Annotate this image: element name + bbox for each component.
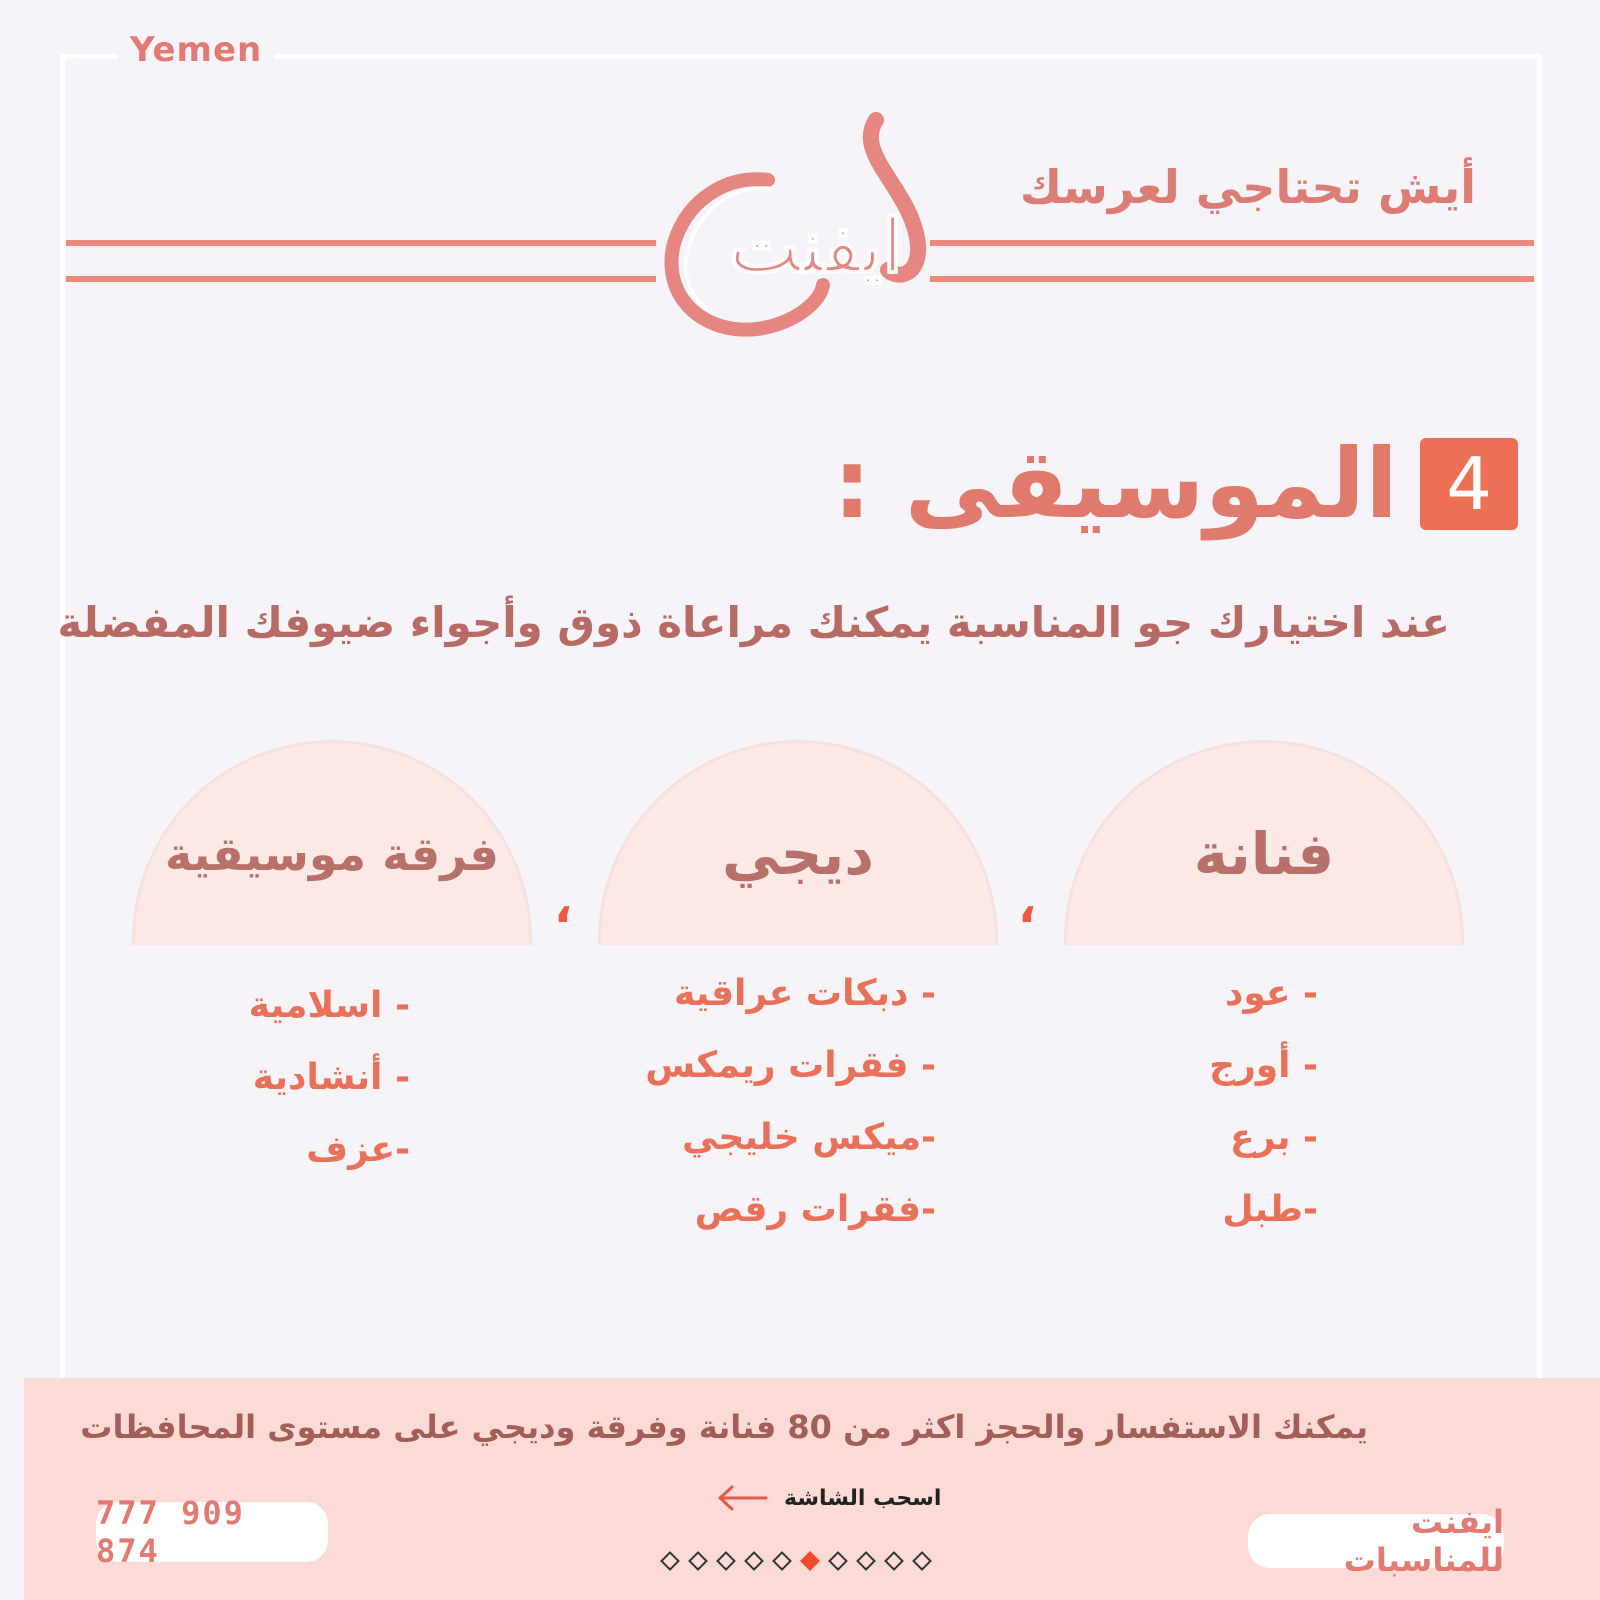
list-item: -فقرات رقص bbox=[694, 1189, 936, 1230]
swipe-label: اسحب الشاشة bbox=[784, 1485, 942, 1511]
band-items-list bbox=[249, 984, 410, 1200]
phone-number-badge[interactable]: 777 909 874 bbox=[96, 1502, 328, 1562]
brand-name-badge: ايفنت للمناسبات bbox=[1248, 1514, 1504, 1568]
swipe-hint[interactable] bbox=[716, 1484, 941, 1512]
category-label: فرقة موسيقية bbox=[165, 827, 499, 881]
pagination-dot[interactable] bbox=[688, 1551, 708, 1571]
pagination-dot[interactable] bbox=[660, 1551, 680, 1571]
pagination-dot[interactable] bbox=[716, 1551, 736, 1571]
list-item: - اسلامية bbox=[248, 985, 410, 1026]
section-title-text: الموسيقى : bbox=[832, 428, 1398, 540]
section-title bbox=[832, 428, 1518, 540]
category-label: فنانة bbox=[1193, 820, 1335, 888]
header-line-top-right bbox=[930, 240, 1534, 246]
pagination-dot[interactable] bbox=[912, 1551, 932, 1571]
list-item: -طبل bbox=[1222, 1189, 1318, 1230]
separator-comma: ، bbox=[1018, 878, 1037, 934]
list-item: -ميكس خليجي bbox=[682, 1117, 936, 1158]
pagination-dot[interactable] bbox=[856, 1551, 876, 1571]
pagination-dot-active[interactable] bbox=[800, 1551, 820, 1571]
list-item: - عود bbox=[1224, 973, 1318, 1014]
header-line-top-left bbox=[66, 240, 656, 246]
list-item: - فقرات ريمكس bbox=[645, 1045, 936, 1086]
pagination-dot[interactable] bbox=[744, 1551, 764, 1571]
country-label: Yemen bbox=[118, 30, 274, 70]
list-item: -عزف bbox=[306, 1129, 410, 1170]
section-number-badge: 4 bbox=[1420, 438, 1518, 530]
pagination-dot[interactable] bbox=[772, 1551, 792, 1571]
separator-comma: ، bbox=[554, 878, 573, 934]
singer-items-list bbox=[1209, 972, 1318, 1260]
header-line-bottom-left bbox=[66, 276, 656, 282]
headline: أيش تحتاجي لعرسك bbox=[1019, 160, 1476, 214]
header-line-bottom-right bbox=[930, 276, 1534, 282]
brand-logo bbox=[648, 110, 948, 350]
pagination-dots bbox=[660, 1554, 932, 1568]
logo-text: ايفنت bbox=[729, 204, 903, 290]
list-item: - دبكات عراقية bbox=[673, 973, 936, 1014]
footer-info-text: يمكنك الاستفسار والحجز اكثر من 80 فنانة وفرقة وديجي على مستوى المحافظات bbox=[80, 1408, 1368, 1446]
list-item: - أورج bbox=[1209, 1045, 1318, 1086]
intro-text: عند اختيارك جو المناسبة يمكنك مراعاة ذوق وأجواء ضيوفك المفضلة bbox=[57, 598, 1450, 647]
pagination-dot[interactable] bbox=[828, 1551, 848, 1571]
list-item: - برع bbox=[1230, 1117, 1318, 1158]
list-item: - أنشادية bbox=[252, 1057, 410, 1098]
pagination-dot[interactable] bbox=[884, 1551, 904, 1571]
category-label: ديجي bbox=[721, 820, 875, 888]
arrow-left-icon bbox=[716, 1484, 768, 1512]
dj-items-list bbox=[645, 972, 936, 1260]
